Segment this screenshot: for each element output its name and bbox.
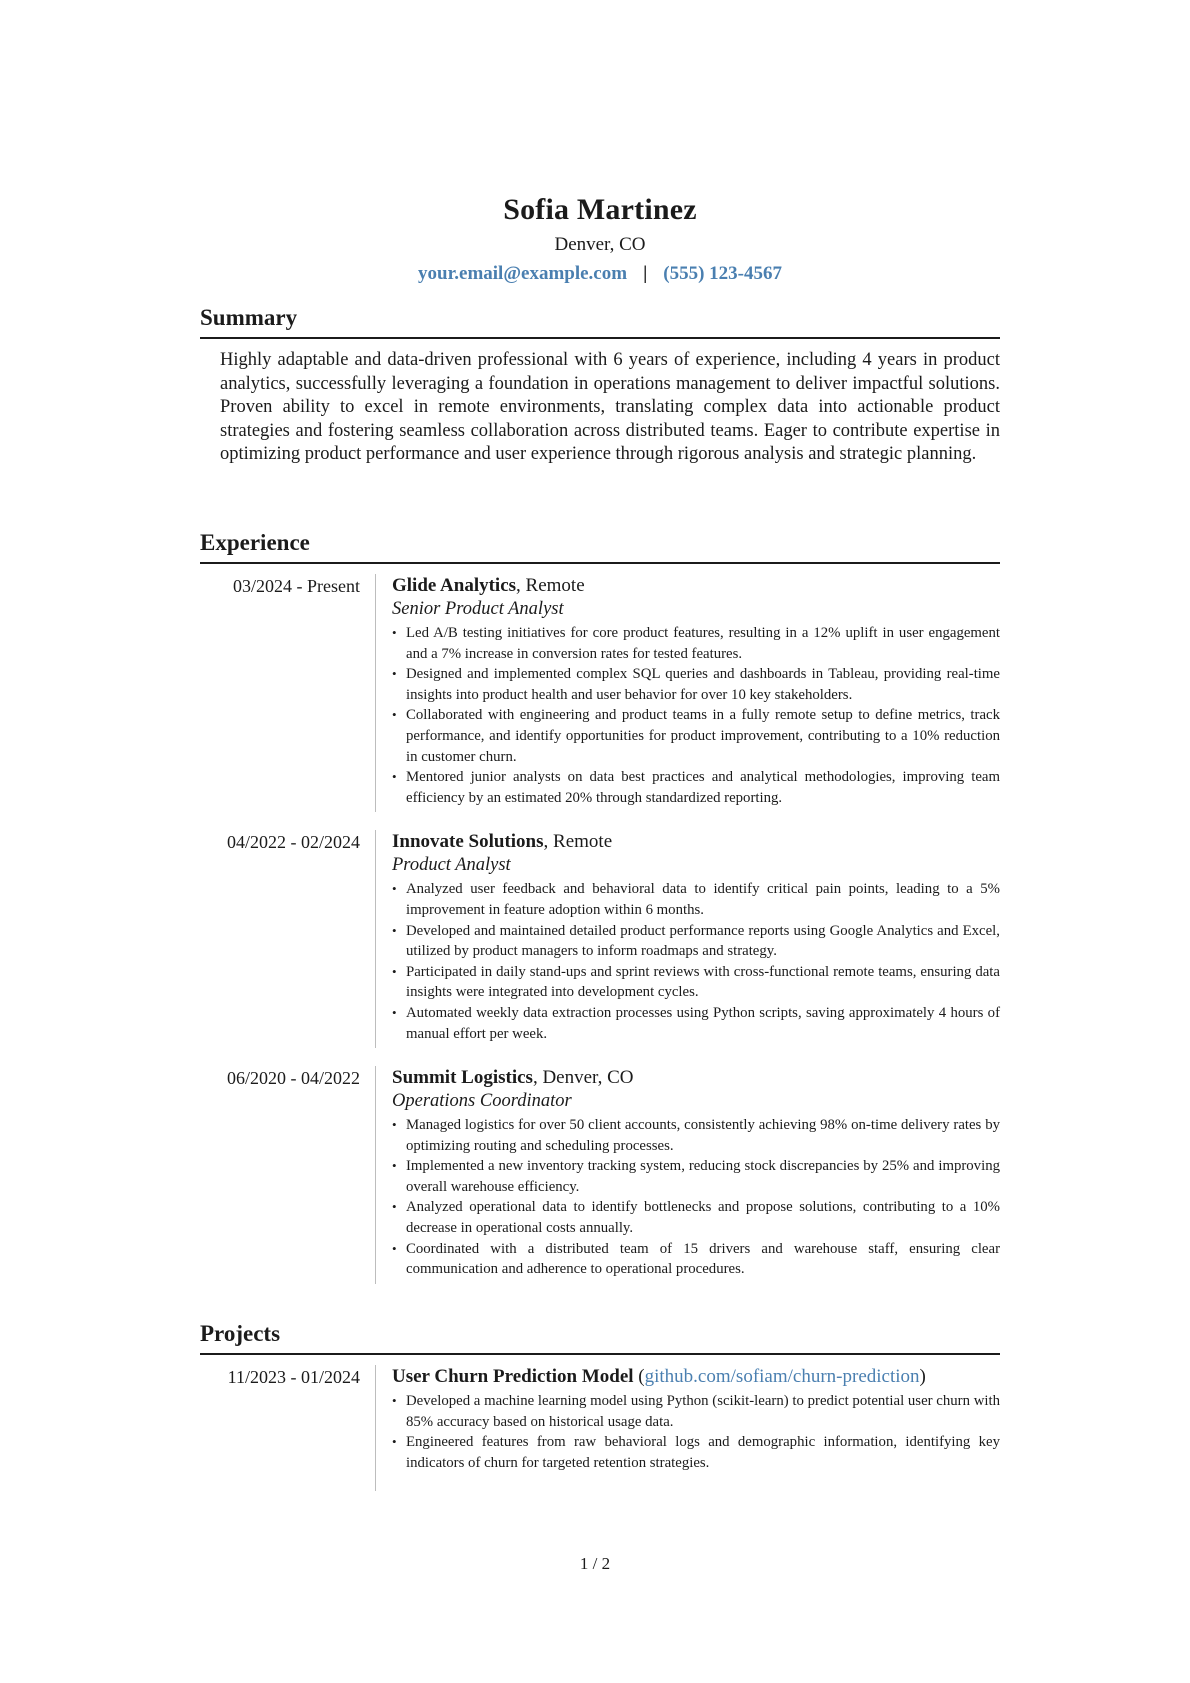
bullet-text: Developed and maintained detailed product performance reports using Google Analytics and Excel, utilized by product managers to inform roadmaps and strategy.: [406, 922, 1000, 960]
bullet-item: [392, 962, 1000, 1003]
bullet-list: [392, 879, 1000, 1044]
contact-separator: |: [643, 263, 648, 284]
bullet-text: Developed a machine learning model using Python (scikit-learn) to predict potential user churn with 85% accuracy based on historical usage data.: [406, 1393, 1000, 1430]
bullet-item: [392, 705, 1000, 767]
bullet-icon: •: [392, 769, 397, 785]
bullet-item: [392, 623, 1000, 664]
bullet-list: [392, 623, 1000, 808]
bullet-item: [392, 1432, 1000, 1473]
summary-section: [200, 303, 1000, 467]
bullet-icon: •: [392, 707, 397, 723]
bullet-text: Collaborated with engineering and product teams in a fully remote setup to define metrics, track performance, and identify opportunities for product improvement, contributing to a 10% reduction in customer churn.: [406, 707, 1000, 765]
bullet-item: [392, 879, 1000, 920]
paren-close: ): [919, 1366, 926, 1387]
bullet-text: Participated in daily stand-ups and sprint reviews with cross-functional remote teams, ensuring data insights were integrated into development cycles.: [406, 963, 1000, 1001]
bullet-icon: •: [392, 1158, 397, 1174]
entry-body: [375, 1365, 1000, 1491]
bullet-icon: •: [392, 625, 397, 640]
entry-dates: 04/2022 - 02/2024: [227, 832, 360, 853]
bullet-list: [392, 1391, 1000, 1473]
page-number: 1 / 2: [579, 1554, 611, 1573]
bullet-item: [392, 1156, 1000, 1197]
bullet-text: Coordinated with a distributed team of 15 drivers and warehouse staff, ensuring clear communication and adherence to operational procedures.: [406, 1240, 1000, 1278]
bullet-list: [392, 1115, 1000, 1280]
company-name: Innovate Solutions: [392, 831, 544, 853]
company-name: Summit Logistics: [392, 1067, 533, 1089]
bullet-item: [392, 1115, 1000, 1156]
entry-heading: [392, 1066, 1000, 1090]
bullet-text: Engineered features from raw behavioral logs and demographic information, identifying key indicators of churn for targeted retention strategies.: [406, 1434, 1000, 1471]
project-link[interactable]: github.com/sofiam/churn-prediction: [644, 1366, 920, 1387]
candidate-location: Denver, CO: [554, 234, 646, 255]
bullet-item: [392, 1197, 1000, 1238]
entry-heading: [392, 574, 1000, 598]
phone-link[interactable]: (555) 123-4567: [663, 263, 782, 284]
bullet-icon: •: [392, 1199, 397, 1215]
bullet-item: [392, 1003, 1000, 1044]
bullet-icon: •: [392, 1393, 397, 1408]
bullet-text: Designed and implemented complex SQL queries and dashboards in Tableau, providing real-time insights into product health and user behavior for over 10 key stakeholders.: [406, 666, 1000, 703]
projects-section: [200, 1319, 1000, 1491]
entry-heading: [392, 1365, 1000, 1389]
experience-entry: [200, 574, 1000, 812]
company-location: , Remote: [543, 831, 613, 853]
bullet-text: Implemented a new inventory tracking system, reducing stock discrepancies by 25% and improving overall warehouse efficiency.: [406, 1158, 1000, 1195]
bullet-icon: •: [392, 1004, 397, 1020]
section-title-experience: Experience: [200, 528, 1000, 564]
project-entry: [200, 1365, 1000, 1491]
company-name: Glide Analytics: [392, 575, 517, 596]
bullet-item: [392, 664, 1000, 705]
entry-dates: 03/2024 - Present: [233, 576, 360, 596]
project-name: User Churn Prediction Model: [392, 1366, 634, 1387]
bullet-item: [392, 921, 1000, 962]
bullet-icon: •: [392, 881, 397, 897]
experience-entry: [200, 1066, 1000, 1284]
bullet-icon: •: [392, 963, 397, 979]
bullet-icon: •: [392, 1240, 397, 1256]
entry-dates: 11/2023 - 01/2024: [227, 1367, 360, 1387]
experience-section: [200, 528, 1000, 1284]
experience-entry: [200, 830, 1000, 1048]
bullet-text: Mentored junior analysts on data best practices and analytical methodologies, improving team efficiency by an estimated 20% through standardized reporting.: [406, 769, 1000, 806]
job-title: Operations Coordinator: [392, 1091, 572, 1112]
entry-body: [375, 830, 1000, 1048]
bullet-icon: •: [392, 666, 397, 682]
job-title: Senior Product Analyst: [392, 599, 564, 619]
candidate-name: Sofia Martinez: [503, 193, 697, 226]
bullet-text: Led A/B testing initiatives for core product features, resulting in a 12% uplift in user engagement and a 7% increase in conversion rates for tested features.: [406, 625, 1000, 662]
bullet-item: [392, 767, 1000, 808]
job-title: Product Analyst: [392, 855, 511, 876]
entry-body: [375, 574, 1000, 812]
section-title-summary: Summary: [200, 303, 1000, 339]
email-link[interactable]: your.email@example.com: [418, 263, 628, 284]
bullet-item: [392, 1391, 1000, 1432]
paren-open: (: [633, 1366, 645, 1387]
entry-heading: [392, 830, 1000, 854]
bullet-icon: •: [392, 1117, 397, 1133]
bullet-icon: •: [392, 1434, 397, 1450]
bullet-text: Analyzed user feedback and behavioral data to identify critical pain points, leading to a 5% improvement in feature adoption within 6 months.: [406, 881, 1000, 918]
company-location: , Remote: [516, 575, 585, 596]
entry-dates: 06/2020 - 04/2022: [227, 1068, 360, 1089]
bullet-text: Analyzed operational data to identify bottlenecks and propose solutions, contributing to a 10% decrease in operational costs annually.: [406, 1199, 1000, 1237]
resume-header: [200, 190, 1000, 287]
summary-text: Highly adaptable and data-driven professional with 6 years of experience, including 4 years in product analytics, successfully leveraging a foundation in operations management to deliver impactful solutions. Proven ability to excel in remote environments, translating complex data into actionable product strategies and fostering seamless collaboration across distributed teams. Eager to contribute expertise in optimizing product performance and user experience through rigorous analysis and strategic planning.: [220, 350, 1000, 464]
entry-body: [375, 1066, 1000, 1284]
bullet-item: [392, 1239, 1000, 1280]
bullet-icon: •: [392, 922, 397, 938]
company-location: , Denver, CO: [532, 1067, 634, 1089]
section-title-projects: Projects: [200, 1319, 1000, 1355]
bullet-text: Managed logistics for over 50 client accounts, consistently achieving 98% on-time delivery rates by optimizing routing and scheduling processes.: [406, 1117, 1000, 1154]
bullet-text: Automated weekly data extraction processes using Python scripts, saving approximately 4 hours of manual effort per week.: [406, 1004, 1000, 1042]
contact-line: [200, 261, 1000, 287]
